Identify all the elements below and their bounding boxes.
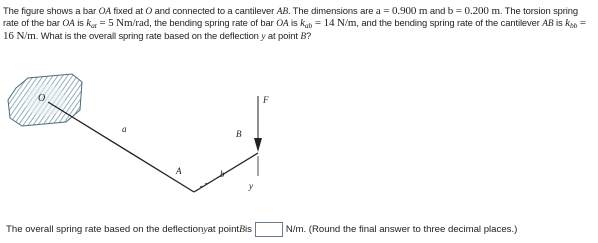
answer-text: at point [207,224,240,235]
dimension-b: b = 0.200 m [447,5,500,17]
deflection-symbol: y [203,224,208,235]
problem-text: at point [265,30,301,42]
problem-text: is [74,16,87,28]
deflection-symbol: y [261,32,266,43]
problem-statement [3,6,595,43]
subscript: at [91,20,97,30]
point-label: B [300,32,306,43]
problem-text: . What is the overall spring rate based on the deflection [35,30,262,42]
problem-text: and connected to a cantilever [152,5,277,16]
problem-text: . The dimensions are [287,5,376,16]
force-arrow-head [254,138,262,152]
symbol-k: k [300,16,305,29]
point-label: B [239,224,245,235]
bar-oa [48,102,194,192]
value: = 5 Nm/rad [96,16,150,29]
label-b-dimension: b [220,169,225,179]
problem-text: fixed at [110,5,146,16]
problem-text: ? [305,30,312,42]
problem-text: , and the bending spring rate of the cantilever [356,16,543,28]
bar-label: OA [276,18,289,29]
problem-text: . The torsion spring rate of the bar [3,5,578,28]
torsion-spring-rate [86,17,149,29]
point-label: O [145,7,153,17]
symbol-k: k [565,16,570,29]
problem-text: , the bending spring rate of bar [149,16,277,28]
subscript: ab [304,20,313,30]
bending-spring-rate-oa [300,17,356,29]
label-deflection-y: y [249,181,253,191]
problem-text: and [427,5,448,16]
bar-label: AB [542,18,554,29]
problem-text: The figure shows a bar [3,5,99,16]
answer-line [6,222,517,237]
subscript: bb [569,20,578,30]
bar-label: AB [276,7,288,17]
symbol-k: k [86,16,92,29]
label-o: O [38,93,46,104]
bar-label: OA [62,18,75,29]
value: = 14 N/m [312,16,357,29]
label-a-dimension: a [122,124,127,134]
answer-input[interactable] [255,222,283,237]
answer-text: The overall spring rate based on the deflection [6,224,204,235]
problem-text: is [553,16,566,28]
dimension-a: a = 0.900 m [375,5,428,17]
answer-text: is [244,224,252,235]
label-point-a: A [176,166,182,176]
label-point-b: B [236,129,242,139]
problem-text: is [288,16,301,28]
label-force-f: F [263,95,269,105]
value: = 16 N/m [3,16,587,43]
mechanism-figure [0,60,300,210]
answer-units-instruction: N/m. (Round the final answer to three decimal places.) [285,224,518,235]
bar-label: OA [98,7,111,17]
